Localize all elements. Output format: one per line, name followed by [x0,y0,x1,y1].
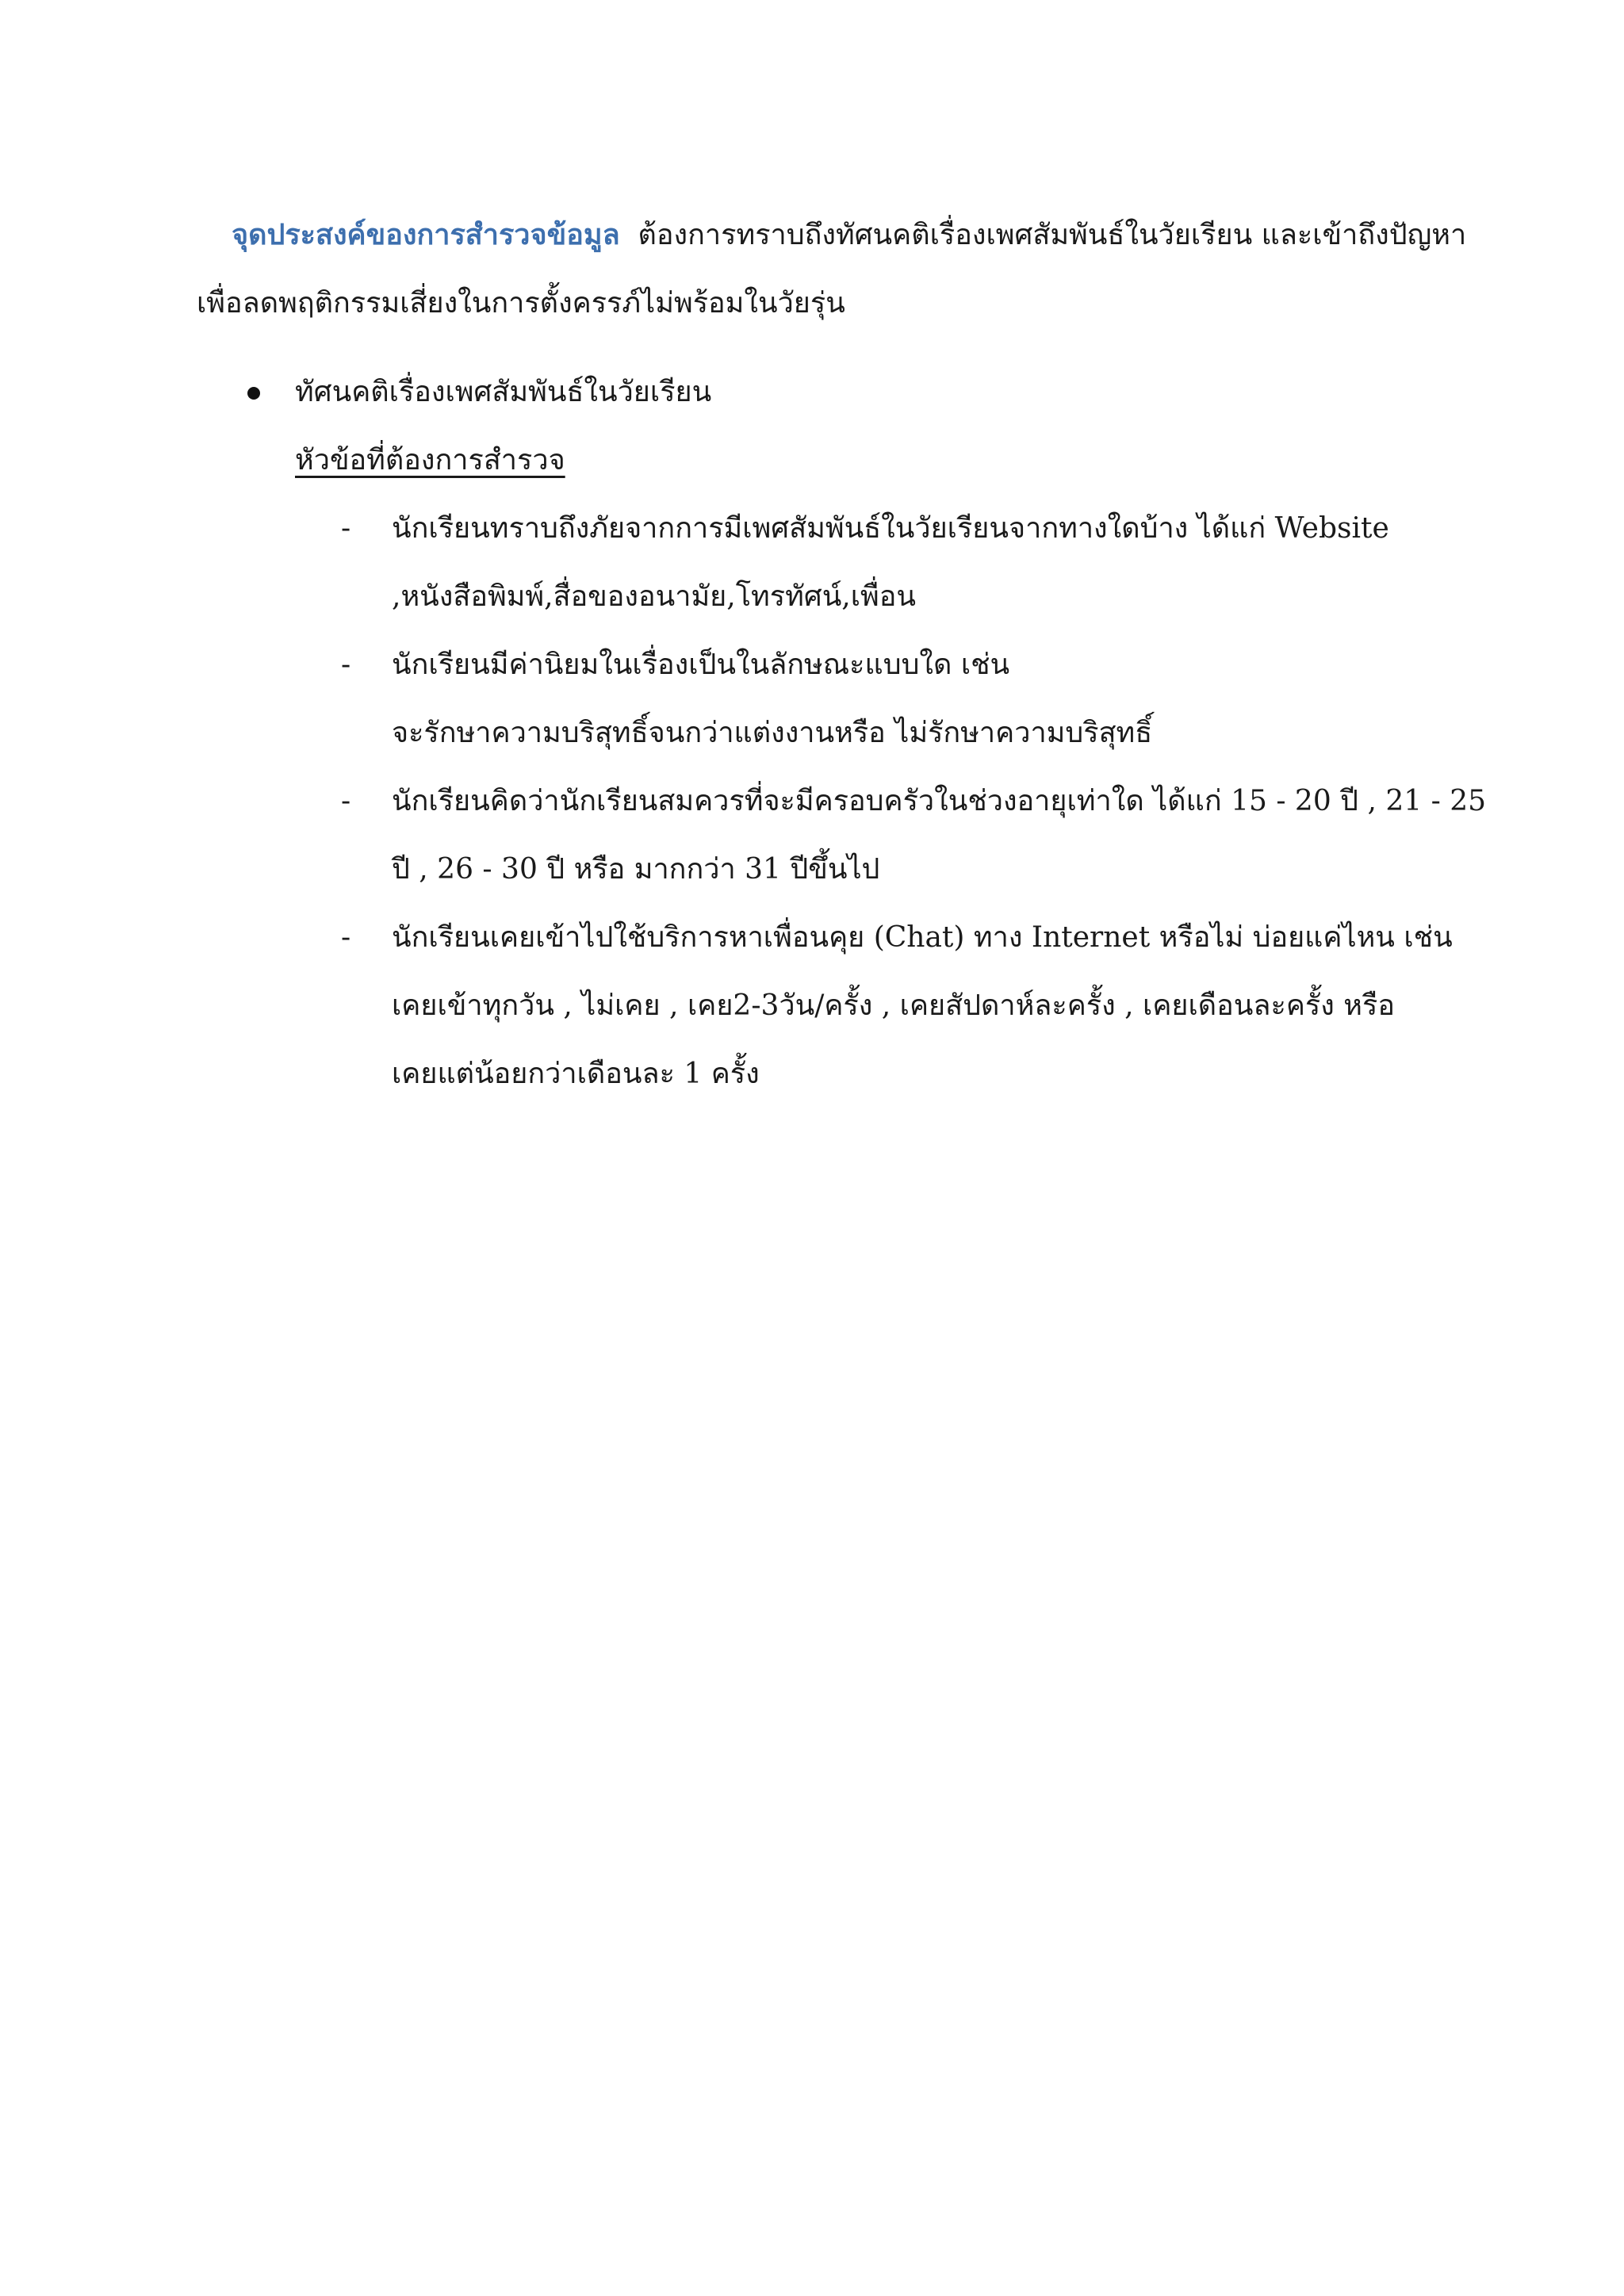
topic-line: นักเรียนทราบถึงภัยจากการมีเพศสัมพันธ์ในวัยเรียนจากทางใดบ้าง ได้แก่ Website [392,512,1389,545]
objective-paragraph [197,201,1467,338]
list-item [341,767,1487,904]
topic-line: ,หนังสือพิมพ์,สื่อของอนามัย,โทรทัศน์,เพื่อน [392,580,917,613]
list-item [341,904,1451,1108]
objective-text-1: ต้องการทราบถึงทัศนคติเรื่องเพศสัมพันธ์ในวัยเรียน และเข้าถึงปัญหา [638,219,1467,251]
topic-line: เคยแต่น้อยกว่าเดือนละ 1 ครั้ง [392,1058,760,1090]
dash-marker: - [341,921,351,954]
objective-line-2: เพื่อลดพฤติกรรมเสี่ยงในการตั้งครรภ์ไม่พร้อมในวัยรุ่น [197,287,845,320]
list-item [341,495,1451,631]
dash-marker: - [341,649,351,681]
attitude-section [244,358,1450,495]
survey-topics-subheading: หัวข้อที่ต้องการสำรวจ [295,444,565,476]
topic-line: ปี , 26 - 30 ปี หรือ มากกว่า 31 ปีขึ้นไป [392,853,880,886]
topic-line: นักเรียนคิดว่านักเรียนสมควรที่จะมีครอบครัวในช่วงอายุเท่าใด ได้แก่ 15 - 20 ปี , 21 - 25 [392,785,1487,817]
survey-topics-list [341,495,1487,1108]
objective-heading: จุดประสงค์ของการสำรวจข้อมูล [232,219,620,251]
dash-marker: - [341,785,351,817]
topic-line: เคยเข้าทุกวัน , ไม่เคย , เคย2-3วัน/ครั้ง , เคยสัปดาห์ละครั้ง , เคยเดือนละครั้ง หรือ [392,989,1395,1022]
topic-line: นักเรียนมีค่านิยมในเรื่องเป็นในลักษณะแบบใด เช่น [392,649,1010,681]
dash-marker: - [341,512,351,545]
list-item [341,631,1451,767]
attitude-title: ทัศนคติเรื่องเพศสัมพันธ์ในวัยเรียน [295,376,712,408]
topic-line: จะรักษาความบริสุทธิ์จนกว่าแต่งงานหรือ ไม่รักษาความบริสุทธิ์ [392,717,1153,749]
topic-line: นักเรียนเคยเข้าไปใช้บริการหาเพื่อนคุย (Chat) ทาง Internet หรือไม่ บ่อยแค่ไหน เช่น [392,921,1453,954]
objective-line-1 [197,201,1467,270]
bullet-dot-icon [247,387,260,400]
attitude-bullet-item [244,358,1450,427]
